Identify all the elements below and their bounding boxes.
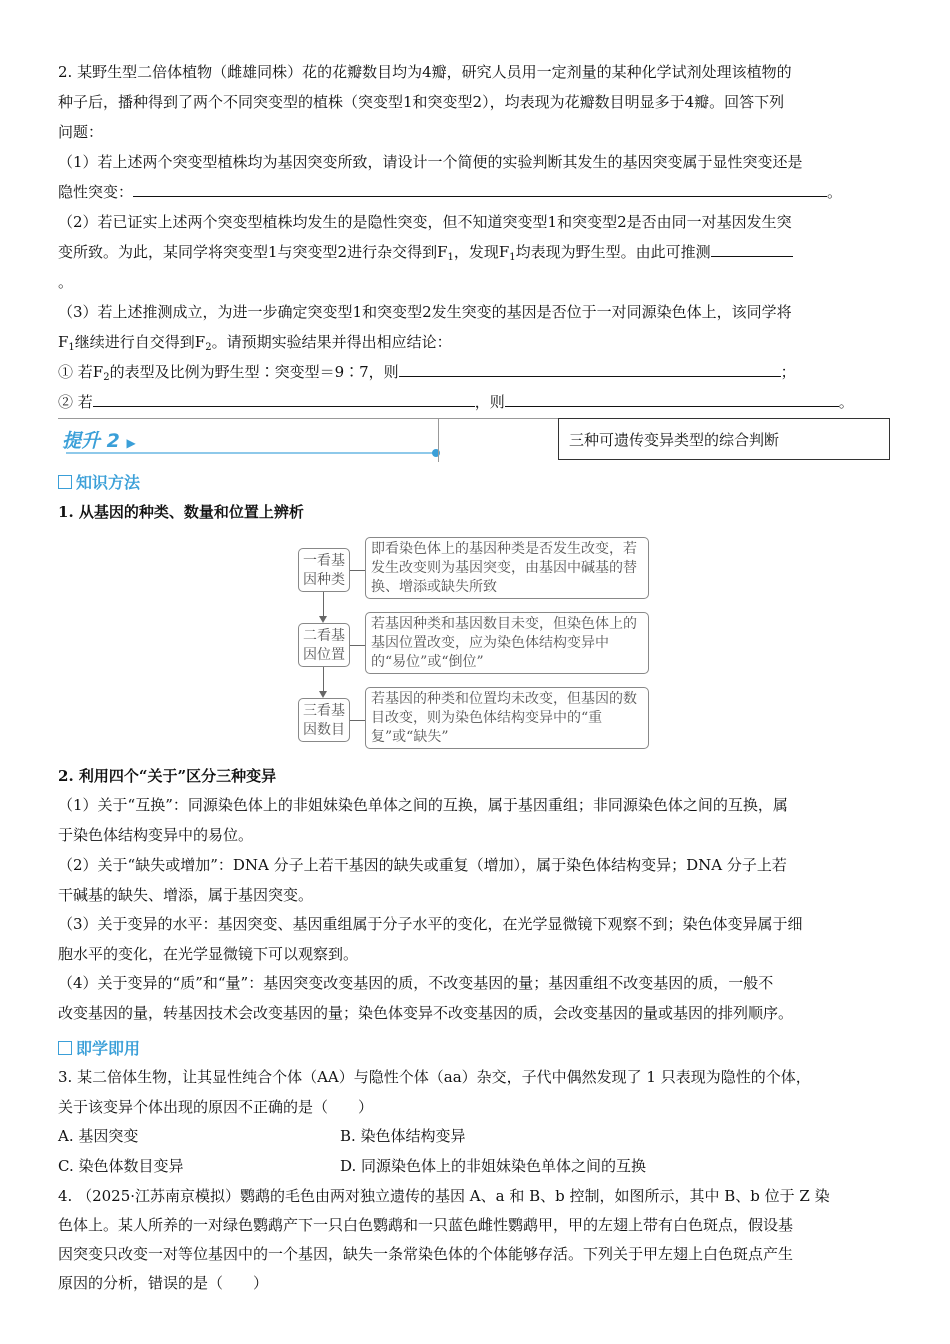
q2-sub1-prefix: 隐性突变：: [58, 183, 134, 201]
answer-blank-3[interactable]: [399, 358, 781, 377]
flow-label-2-line2: 因位置: [303, 647, 345, 663]
flow-connector: [350, 720, 365, 721]
c2-text-a: ② 若: [58, 393, 93, 411]
flow-arrow-line: [323, 667, 324, 692]
subscript: 1: [447, 252, 454, 263]
semicolon: ；: [780, 363, 796, 381]
h1-text: . 从基因的种类、数量和位置上辨析: [68, 503, 304, 521]
q3-line2: 关于该变异个体出现的原因不正确的是（ ）: [58, 1098, 374, 1116]
q2-sub2-line2: [58, 237, 890, 267]
flow-arrow-line: [323, 592, 324, 617]
banner-separator: [438, 418, 439, 462]
answer-blank-2[interactable]: [711, 238, 793, 257]
option-d[interactable]: D. 同源染色体上的非姐妹染色单体之间的互换: [340, 1157, 647, 1175]
q2-sub2-text-a: 变所致。为此，某同学将突变型1与突变型2进行杂交得到F: [58, 243, 448, 261]
triangle-right-icon: ▶: [126, 436, 136, 450]
knowledge-h2: [58, 761, 890, 791]
checkbox-icon: [58, 475, 72, 489]
answer-blank-5[interactable]: [505, 388, 839, 407]
section-banner: [58, 418, 892, 462]
q3-line1: 3. 某二倍体生物，让其显性纯合个体（AA）与隐性个体（aa）杂交，子代中偶然发现了 1 只表现为隐性的个体，: [58, 1068, 811, 1086]
knowledge-heading: [58, 470, 140, 493]
flow-label-1-line2: 因种类: [303, 572, 345, 588]
arrow-down-icon: [319, 691, 327, 698]
k-p2-line1: （2）关于“缺失或增加”：DNA 分子上若干基因的缺失或重复（增加），属于染色体结构变异；DNA 分子上若: [58, 856, 787, 874]
h2-number: 2: [58, 767, 69, 785]
checkbox-icon: [58, 1041, 72, 1055]
q2-sub1-line1: （1）若上述两个突变型植株均为基因突变所致，请设计一个简便的实验判断其发生的基因突变属于显性突变还是: [58, 153, 803, 171]
q4-line2: 色体上。某人所养的一对绿色鹦鹉产下一只白色鹦鹉和一只蓝色雌性鹦鹉甲，甲的左翅上带有白色斑点，假设基: [58, 1216, 794, 1234]
q2-sub3-text-c: 。请预期实验结果并得出相应结论：: [211, 333, 452, 351]
q4-line3: 因突变只改变一对等位基因中的一个基因，缺失一条常染色体的个体能够存活。下列关于甲左翅上白色斑点产生: [58, 1245, 794, 1263]
h1-number: 1: [58, 503, 69, 521]
period: 。: [838, 393, 854, 411]
q2-sub3-text-b: 继续进行自交得到F: [74, 333, 206, 351]
q2-sub2-text-c: 均表现为野生型。由此可推测: [515, 243, 711, 261]
q2-conclusion-1: [58, 357, 890, 387]
flow-label-1: [298, 548, 350, 592]
q4-line4: 原因的分析，错误的是（ ）: [58, 1274, 269, 1292]
knowledge-h1: [58, 497, 890, 527]
flow-label-3-line2: 因数目: [303, 722, 345, 738]
k-p1-line2: 于染色体结构变异中的易位。: [58, 826, 254, 844]
q2-intro-line2: 种子后，播种得到了两个不同突变型的植株（突变型1和突变型2），均表现为花瓣数目明显多于4瓣。回答下列: [58, 93, 785, 111]
k-p2-line2: 干碱基的缺失、增添，属于基因突变。: [58, 886, 314, 904]
c1-text-b: 的表型及比例为野生型∶突变型＝9∶7，则: [109, 363, 399, 381]
knowledge-heading-text: 知识方法: [76, 473, 141, 492]
option-b[interactable]: B. 染色体结构变异: [340, 1127, 466, 1145]
arrow-down-icon: [319, 616, 327, 623]
banner-title: 三种可遗传变异类型的综合判断: [558, 418, 890, 460]
period: 。: [827, 183, 843, 201]
q2-conclusion-2: [58, 387, 890, 417]
k-p4-line2: 改变基因的量，转基因技术会改变基因的量；染色体变异不改变基因的质，会改变基因的量或基因的排列顺序。: [58, 1004, 794, 1022]
option-a[interactable]: A. 基因突变: [58, 1127, 139, 1145]
answer-blank-4[interactable]: [93, 388, 475, 407]
q2-sub3-text-a: F: [58, 333, 69, 351]
practice-heading: [58, 1036, 140, 1059]
q2-sub2-line3: 。: [58, 273, 74, 291]
flow-label-2-line1: 二看基: [303, 628, 345, 644]
flow-desc-1: 即看染色体上的基因种类是否发生改变，若发生改变则为基因突变，由基因中碱基的替换、增添或缺失所致: [365, 537, 649, 599]
c1-text-a: ① 若F: [58, 363, 104, 381]
subscript: 1: [68, 342, 75, 353]
flow-connector: [350, 570, 365, 571]
flow-label-1-line1: 一看基: [303, 553, 345, 569]
flow-desc-3: 若基因的种类和位置均未改变，但基因的数目改变，则为染色体结构变异中的“重复”或“缺失”: [365, 687, 649, 749]
flow-label-2: [298, 623, 350, 667]
answer-blank-1[interactable]: [133, 178, 827, 197]
flow-label-3: [298, 698, 350, 742]
subscript: 2: [103, 372, 110, 383]
q4-line1: 4. （2025·江苏南京模拟）鹦鹉的毛色由两对独立遗传的基因 A、a 和 B、b 控制，如图所示，其中 B、b 位于 Z 染: [58, 1187, 830, 1205]
k-p3-line2: 胞水平的变化，在光学显微镜下可以观察到。: [58, 945, 359, 963]
q2-sub2-line1: （2）若已证实上述两个突变型植株均发生的是隐性突变，但不知道突变型1和突变型2是否由同一对基因发生突: [58, 213, 792, 231]
q2-intro-line3: 问题：: [58, 123, 104, 141]
h2-text: . 利用四个“关于”区分三种变异: [68, 767, 277, 785]
q2-sub3-line1: （3）若上述推测成立，为进一步确定突变型1和突变型2发生突变的基因是否位于一对同源染色体上，该同学将: [58, 303, 792, 321]
banner-tag-text: 提升 2: [62, 430, 120, 452]
q2-intro-line1: 2. 某野生型二倍体植物（雌雄同株）花的花瓣数目均为4瓣，研究人员用一定剂量的某种化学试剂处理该植物的: [58, 63, 792, 81]
subscript: 1: [509, 252, 516, 263]
flow-label-3-line1: 三看基: [303, 703, 345, 719]
banner-tag: [62, 426, 136, 453]
k-p1-line1: （1）关于“互换”：同源染色体上的非姐妹染色单体之间的互换，属于基因重组；非同源染色体之间的互换，属: [58, 796, 788, 814]
flow-desc-2: 若基因种类和基因数目未变，但染色体上的基因位置改变，应为染色体结构变异中的“易位”或“倒位”: [365, 612, 649, 674]
k-p4-line1: （4）关于变异的“质”和“量”：基因突变改变基因的质，不改变基因的量；基因重组不改变基因的质，一般不: [58, 974, 774, 992]
k-p3-line1: （3）关于变异的水平：基因突变、基因重组属于分子水平的变化，在光学显微镜下观察不到；染色体变异属于细: [58, 915, 803, 933]
flow-connector: [350, 645, 365, 646]
subscript: 2: [205, 342, 212, 353]
practice-heading-text: 即学即用: [76, 1039, 141, 1058]
c2-text-b: ，则: [474, 393, 505, 411]
option-c[interactable]: C. 染色体数目变异: [58, 1157, 184, 1175]
q2-sub2-text-b: ，发现F: [453, 243, 510, 261]
banner-underline: [66, 452, 436, 454]
q2-sub3-line2: [58, 327, 890, 357]
q2-sub1-line2: [58, 177, 890, 207]
